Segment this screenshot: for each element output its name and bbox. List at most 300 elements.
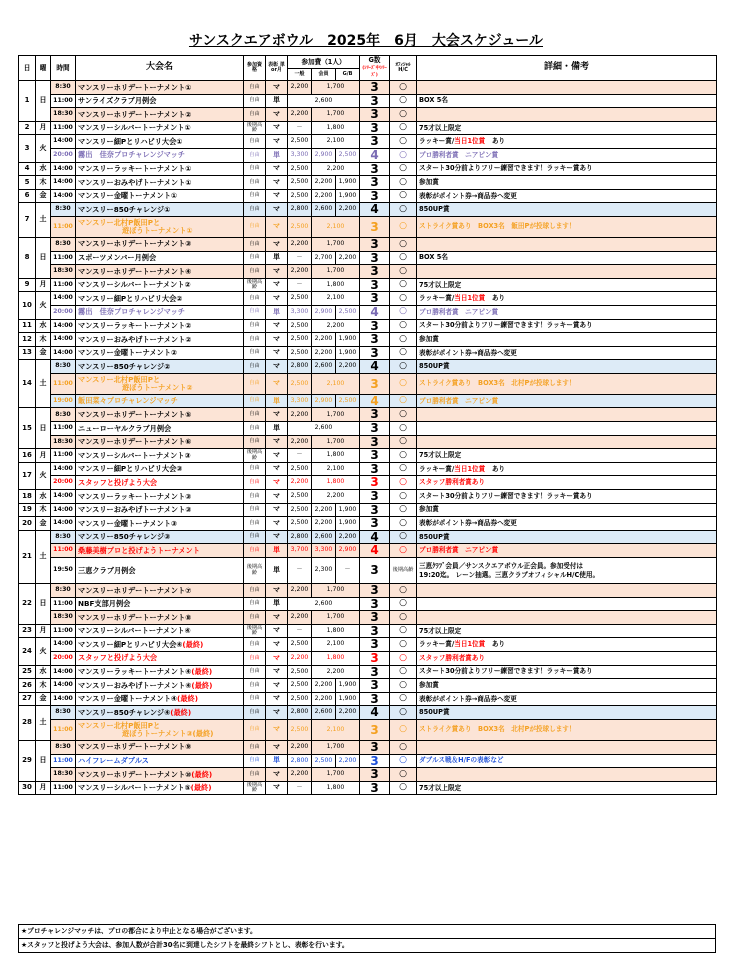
hc-cell: ○: [390, 108, 417, 122]
header-fee-gb: G/B: [336, 69, 360, 81]
details-text: 850UP賞: [419, 205, 450, 214]
hc-cell: ○: [390, 394, 417, 408]
time-cell: 11:00: [51, 422, 76, 436]
time-cell: 14:00: [51, 692, 76, 706]
date-cell: 10: [19, 292, 36, 319]
dow-cell: 日: [36, 584, 51, 625]
event-name-cell: [76, 292, 244, 306]
event-name-cell: [76, 135, 244, 149]
details-cell: [417, 597, 717, 611]
format-cell: マ: [266, 781, 288, 795]
format-cell: マ: [266, 584, 288, 598]
date-cell: 5: [19, 176, 36, 190]
games-cell: 3: [360, 740, 390, 754]
fee-gb-cell: 2,200: [336, 530, 360, 544]
page-title: サンスクエアボウル 2025年 6月 大会スケジュール: [188, 33, 544, 49]
table-row: [19, 490, 717, 504]
fee-member-cell: 1,700: [312, 108, 360, 122]
event-name-cell: [76, 394, 244, 408]
fee-general-cell: 2,500: [288, 346, 312, 360]
eligibility-cell: 自由: [244, 108, 266, 122]
format-cell: マ: [266, 706, 288, 720]
time-cell: 8:30: [51, 408, 76, 422]
fee-general-cell: 2,500: [288, 333, 312, 347]
details-text-tail: あり: [485, 640, 506, 649]
fee-general-cell: 2,500: [288, 503, 312, 517]
fee-member-cell: 2,900: [312, 305, 336, 319]
dow-cell: 月: [36, 449, 51, 463]
details-cell: [417, 203, 717, 217]
eligibility-cell: 自由: [244, 476, 266, 490]
event-name: マンスリーホリデートーナメント⑥: [78, 437, 192, 447]
games-cell: 3: [360, 189, 390, 203]
table-row: [19, 462, 717, 476]
fee-member-cell: 2,200: [312, 517, 336, 531]
games-cell: 3: [360, 121, 390, 135]
header-name: 大会名: [76, 56, 244, 81]
format-cell: マ: [266, 679, 288, 693]
table-row: [19, 768, 717, 782]
event-name: 三恵クラブ月例会: [78, 565, 136, 575]
details-text: BOX 5名: [419, 96, 448, 105]
event-name-line2: 遊ぼうトーナメント③(最終): [122, 728, 214, 738]
details-cell: [417, 346, 717, 360]
hc-cell: ○: [390, 360, 417, 374]
event-name-cell: [76, 768, 244, 782]
date-cell: 2: [19, 121, 36, 135]
details-highlight: 当日1位賞: [454, 294, 486, 303]
table-row: [19, 135, 717, 149]
eligibility-cell: 自由: [244, 176, 266, 190]
dow-cell: 日: [36, 740, 51, 781]
details-cell: [417, 476, 717, 490]
fee-general-cell: 2,500: [288, 176, 312, 190]
header-fee-member: 会員: [312, 69, 336, 81]
hc-cell: ○: [390, 754, 417, 768]
hc-cell: ○: [390, 476, 417, 490]
eligibility-cell: 自由: [244, 490, 266, 504]
hc-cell: ○: [390, 597, 417, 611]
format-cell: マ: [266, 740, 288, 754]
event-name-cell: [76, 162, 244, 176]
fee-member-cell: 2,100: [312, 135, 360, 149]
hc-cell: ○: [390, 265, 417, 279]
dow-cell: 火: [36, 135, 51, 162]
fee-member-cell: 1,800: [312, 449, 360, 463]
eligibility-cell: 自由: [244, 706, 266, 720]
event-name: 霧出 佳奈プロチャレンジマッチ: [78, 307, 185, 317]
details-cell: [417, 584, 717, 598]
eligibility-cell: 自由: [244, 462, 266, 476]
eligibility-cell: 自由: [244, 422, 266, 436]
details-cell: [417, 135, 717, 149]
eligibility-cell: 自由: [244, 135, 266, 149]
table-row: [19, 394, 717, 408]
table-row: [19, 251, 717, 265]
time-cell: 11:00: [51, 449, 76, 463]
event-name-cell: [76, 651, 244, 665]
hc-cell: ○: [390, 176, 417, 190]
eligibility-cell: 自由: [244, 754, 266, 768]
event-name-cell: [76, 408, 244, 422]
hc-cell: ○: [390, 611, 417, 625]
event-name-final: (最終): [191, 667, 213, 677]
date-cell: 14: [19, 360, 36, 408]
details-cell: [417, 768, 717, 782]
date-cell: 6: [19, 189, 36, 203]
eligibility-cell: 自由: [244, 346, 266, 360]
details-text: 参加賞: [419, 334, 439, 343]
fee-member-cell: 2,900: [312, 394, 336, 408]
fee-member-cell: 2,100: [312, 292, 360, 306]
hc-cell: ○: [390, 679, 417, 693]
fee-member-cell: 1,800: [312, 476, 360, 490]
event-name: マンスリーホリデートーナメント①: [78, 82, 192, 92]
fee-general-cell: －: [288, 278, 312, 292]
details-highlight: 当日1位賞: [454, 640, 486, 649]
details-text: スタート30分前よりフリー練習できます！ラッキー賞あり: [419, 491, 593, 500]
fee-member-cell: 1,800: [312, 624, 360, 638]
dow-cell: 金: [36, 692, 51, 706]
hc-cell: ○: [390, 408, 417, 422]
details-cell: [417, 611, 717, 625]
fee-member-cell: 2,100: [312, 216, 360, 237]
games-cell: 3: [360, 333, 390, 347]
format-cell: マ: [266, 373, 288, 394]
fee-general-cell: 2,500: [288, 517, 312, 531]
table-row: [19, 94, 717, 108]
fee-member-cell: 2,200: [312, 679, 336, 693]
hc-cell: ○: [390, 346, 417, 360]
eligibility-cell: 自由: [244, 189, 266, 203]
event-name-cell: [76, 719, 244, 740]
fee-general-cell: 2,800: [288, 706, 312, 720]
details-text: プロ勝利者賞 ニアピン賞: [419, 396, 499, 405]
event-name-cell: [76, 333, 244, 347]
eligibility-cell: 自由: [244, 503, 266, 517]
event-name-cell: [76, 148, 244, 162]
games-cell: 3: [360, 665, 390, 679]
time-cell: 11:00: [51, 719, 76, 740]
event-name-final: (最終): [191, 680, 213, 690]
details-cell: [417, 692, 717, 706]
hc-cell: ○: [390, 94, 417, 108]
format-cell: マ: [266, 176, 288, 190]
details-text: BOX 5名: [419, 253, 448, 262]
time-cell: 14:00: [51, 292, 76, 306]
table-row: [19, 740, 717, 754]
details-cell: [417, 530, 717, 544]
hc-cell: ○: [390, 162, 417, 176]
fee-general-cell: 2,500: [288, 373, 312, 394]
table-row: [19, 121, 717, 135]
fee-gb-cell: 1,900: [336, 503, 360, 517]
hc-cell: ○: [390, 148, 417, 162]
fee-member-cell: 2,200: [312, 189, 336, 203]
eligibility-cell: 自由: [244, 305, 266, 319]
event-name-cell: [76, 176, 244, 190]
event-name: マンスリーおみやげトーナメント④: [78, 680, 192, 690]
fee-member-cell: 2,200: [312, 503, 336, 517]
event-name-cell: [76, 278, 244, 292]
event-name-cell: [76, 81, 244, 95]
fee-general-cell: 2,200: [288, 740, 312, 754]
details-text: 表彰がポイント券→商品券へ変更: [419, 519, 517, 528]
games-cell: 3: [360, 692, 390, 706]
hc-cell: ○: [390, 251, 417, 265]
event-name-line1: マンスリー北村P飯田Pと: [78, 374, 161, 384]
hc-cell: ○: [390, 135, 417, 149]
hc-cell: ○: [390, 237, 417, 251]
fee-general-cell: 2,200: [288, 584, 312, 598]
fee-member-cell: 1,800: [312, 121, 360, 135]
event-name: マンスリー850チャレンジ②: [78, 361, 171, 371]
hc-cell: ○: [390, 544, 417, 558]
event-name: マンスリー850チャレンジ③: [78, 532, 171, 542]
eligibility-cell: 後期高齢: [244, 278, 266, 292]
date-cell: 30: [19, 781, 36, 795]
format-cell: マ: [266, 360, 288, 374]
games-cell: 3: [360, 422, 390, 436]
eligibility-cell: 自由: [244, 719, 266, 740]
fee-member-cell: 2,100: [312, 638, 360, 652]
date-cell: 19: [19, 503, 36, 517]
fee-general-cell: 2,500: [288, 679, 312, 693]
time-cell: 8:30: [51, 203, 76, 217]
details-text: 参加賞: [419, 177, 439, 186]
event-name-cell: [76, 265, 244, 279]
eligibility-cell: 自由: [244, 740, 266, 754]
event-name-line1: マンスリー北村P飯田Pと: [78, 720, 161, 730]
fee-member-cell: 1,800: [312, 781, 360, 795]
time-cell: 18:30: [51, 108, 76, 122]
event-name-final: (最終): [190, 783, 212, 793]
time-cell: 14:00: [51, 665, 76, 679]
time-cell: 14:00: [51, 189, 76, 203]
hc-cell: 後期高齢: [390, 558, 417, 584]
fee-member-cell: 2,600: [312, 360, 336, 374]
event-name: ニューローヤルクラブ月例会: [78, 423, 172, 433]
fee-gb-cell: －: [336, 558, 360, 584]
details-text: ラッキー賞/: [419, 294, 455, 303]
schedule-table: [18, 55, 717, 795]
details-text: 表彰がポイント券→商品券へ変更: [419, 348, 517, 357]
games-cell: 4: [360, 530, 390, 544]
table-row: [19, 203, 717, 217]
details-text: ラッキー賞/: [419, 137, 455, 146]
details-cell: [417, 651, 717, 665]
hc-cell: ○: [390, 768, 417, 782]
hc-cell: ○: [390, 740, 417, 754]
event-name-cell: [76, 251, 244, 265]
table-row: [19, 237, 717, 251]
dow-cell: 木: [36, 333, 51, 347]
event-name-cell: [76, 94, 244, 108]
eligibility-cell: 自由: [244, 94, 266, 108]
dow-cell: 水: [36, 319, 51, 333]
event-name-cell: [76, 754, 244, 768]
event-name: マンスリー金曜トーナメント①: [78, 191, 178, 201]
time-cell: 8:30: [51, 81, 76, 95]
event-name-cell: [76, 422, 244, 436]
games-cell: 3: [360, 135, 390, 149]
event-name: マンスリーホリデートーナメント⑩: [78, 769, 192, 779]
date-cell: 24: [19, 638, 36, 665]
fee-gb-cell: 2,500: [336, 148, 360, 162]
header-eligibility: 参加資格: [244, 56, 266, 81]
details-cell: [417, 422, 717, 436]
games-cell: 3: [360, 651, 390, 665]
time-cell: 8:30: [51, 584, 76, 598]
hc-cell: ○: [390, 292, 417, 306]
hc-cell: ○: [390, 781, 417, 795]
date-cell: 7: [19, 203, 36, 238]
details-text: 850UP賞: [419, 532, 450, 541]
event-name-cell: [76, 319, 244, 333]
event-name-cell: [76, 121, 244, 135]
dow-cell: 金: [36, 517, 51, 531]
event-name: マンスリーホリデートーナメント⑨: [78, 742, 192, 752]
format-cell: マ: [266, 408, 288, 422]
games-cell: 3: [360, 251, 390, 265]
format-cell: 単: [266, 305, 288, 319]
eligibility-cell: 自由: [244, 651, 266, 665]
fee-member-cell: 2,900: [312, 148, 336, 162]
format-cell: 単: [266, 422, 288, 436]
event-name: マンスリー金曜トーナメント②: [78, 348, 178, 358]
table-row: [19, 333, 717, 347]
date-cell: 22: [19, 584, 36, 625]
eligibility-cell: 自由: [244, 544, 266, 558]
fee-general-cell: 2,200: [288, 768, 312, 782]
hc-cell: ○: [390, 692, 417, 706]
hc-cell: ○: [390, 203, 417, 217]
event-name: マンスリーシルバートーナメント⑤: [78, 783, 191, 793]
time-cell: 19:50: [51, 558, 76, 584]
time-cell: 14:00: [51, 638, 76, 652]
event-name-line2: 遊ぼうトーナメント①: [122, 225, 193, 235]
fee-member-cell: 2,200: [312, 162, 360, 176]
details-text: 表彰がポイント券→商品券へ変更: [419, 191, 517, 200]
eligibility-cell: 自由: [244, 517, 266, 531]
fee-gb-cell: 2,500: [336, 394, 360, 408]
details-cell: [417, 638, 717, 652]
event-name: 飯田菜々プロチャレンジマッチ: [78, 396, 178, 406]
details-cell: [417, 162, 717, 176]
fee-general-cell: 2,200: [288, 435, 312, 449]
details-cell: [417, 462, 717, 476]
time-cell: 14:00: [51, 162, 76, 176]
games-cell: 3: [360, 517, 390, 531]
table-row: [19, 544, 717, 558]
table-row: [19, 292, 717, 306]
fee-gb-cell: 1,900: [336, 333, 360, 347]
date-cell: 16: [19, 449, 36, 463]
fee-member-cell: 2,600: [312, 203, 336, 217]
fee-member-cell: 2,100: [312, 462, 360, 476]
event-name: 桑藤美樹プロと投げようトーナメント: [78, 545, 200, 555]
details-cell: [417, 624, 717, 638]
fee-general-cell: 2,200: [288, 81, 312, 95]
details-text: 75才以上限定: [419, 280, 462, 289]
hc-cell: ○: [390, 719, 417, 740]
dow-cell: 日: [36, 81, 51, 122]
fee-gb-cell: 1,900: [336, 517, 360, 531]
date-cell: 4: [19, 162, 36, 176]
date-cell: 15: [19, 408, 36, 449]
games-cell: 4: [360, 706, 390, 720]
games-cell: 3: [360, 108, 390, 122]
time-cell: 11:00: [51, 373, 76, 394]
time-cell: 14:00: [51, 135, 76, 149]
details-cell: [417, 176, 717, 190]
event-name: 霧出 佳奈プロチャレンジマッチ: [78, 150, 185, 160]
eligibility-cell: 後期高齢: [244, 558, 266, 584]
format-cell: マ: [266, 203, 288, 217]
event-name: マンスリーおみやげトーナメント②: [78, 334, 192, 344]
dow-cell: 土: [36, 360, 51, 408]
details-cell: [417, 333, 717, 347]
time-cell: 11:00: [51, 544, 76, 558]
dow-cell: 月: [36, 781, 51, 795]
format-cell: マ: [266, 108, 288, 122]
details-cell: [417, 449, 717, 463]
time-cell: 14:00: [51, 503, 76, 517]
details-cell: [417, 216, 717, 237]
games-cell: 3: [360, 94, 390, 108]
table-row: [19, 305, 717, 319]
fee-gb-cell: 2,900: [336, 544, 360, 558]
format-cell: 単: [266, 597, 288, 611]
dow-cell: 木: [36, 176, 51, 190]
games-cell: 4: [360, 148, 390, 162]
event-name: マンスリーラッキートーナメント④: [78, 667, 192, 677]
event-name: マンスリー細Pとリハビリ大会④: [78, 639, 183, 649]
format-cell: マ: [266, 624, 288, 638]
details-text: ストライク賞あり BOX3名 飯田Pが投球します！: [419, 222, 576, 231]
time-cell: 14:00: [51, 176, 76, 190]
event-name: マンスリー細Pとリハビリ大会①: [78, 136, 183, 146]
hc-cell: ○: [390, 216, 417, 237]
games-cell: 3: [360, 719, 390, 740]
format-cell: マ: [266, 517, 288, 531]
fee-general-cell: 2,500: [288, 692, 312, 706]
event-name-cell: [76, 237, 244, 251]
hc-cell: ○: [390, 638, 417, 652]
details-cell: [417, 719, 717, 740]
hc-cell: ○: [390, 462, 417, 476]
fee-general-cell: 2,200: [288, 265, 312, 279]
fee-member-cell: 2,200: [312, 333, 336, 347]
hc-cell: ○: [390, 319, 417, 333]
event-name: マンスリーシルバートーナメント③: [78, 450, 191, 460]
fee-gb-cell: 1,900: [336, 176, 360, 190]
hc-cell: ○: [390, 189, 417, 203]
header-format: 表彰 単or月: [266, 56, 288, 81]
event-name-cell: [76, 706, 244, 720]
fee-general-cell: 2,500: [288, 216, 312, 237]
event-name: マンスリーおみやげトーナメント①: [78, 177, 192, 187]
event-name: マンスリーシルバートーナメント①: [78, 123, 191, 133]
time-cell: 8:30: [51, 706, 76, 720]
fee-member-cell: 2,200: [312, 176, 336, 190]
games-cell: 3: [360, 408, 390, 422]
event-name: サンライズクラブ月例会: [78, 96, 157, 106]
format-cell: マ: [266, 135, 288, 149]
format-cell: マ: [266, 611, 288, 625]
games-cell: 3: [360, 679, 390, 693]
table-row: [19, 108, 717, 122]
